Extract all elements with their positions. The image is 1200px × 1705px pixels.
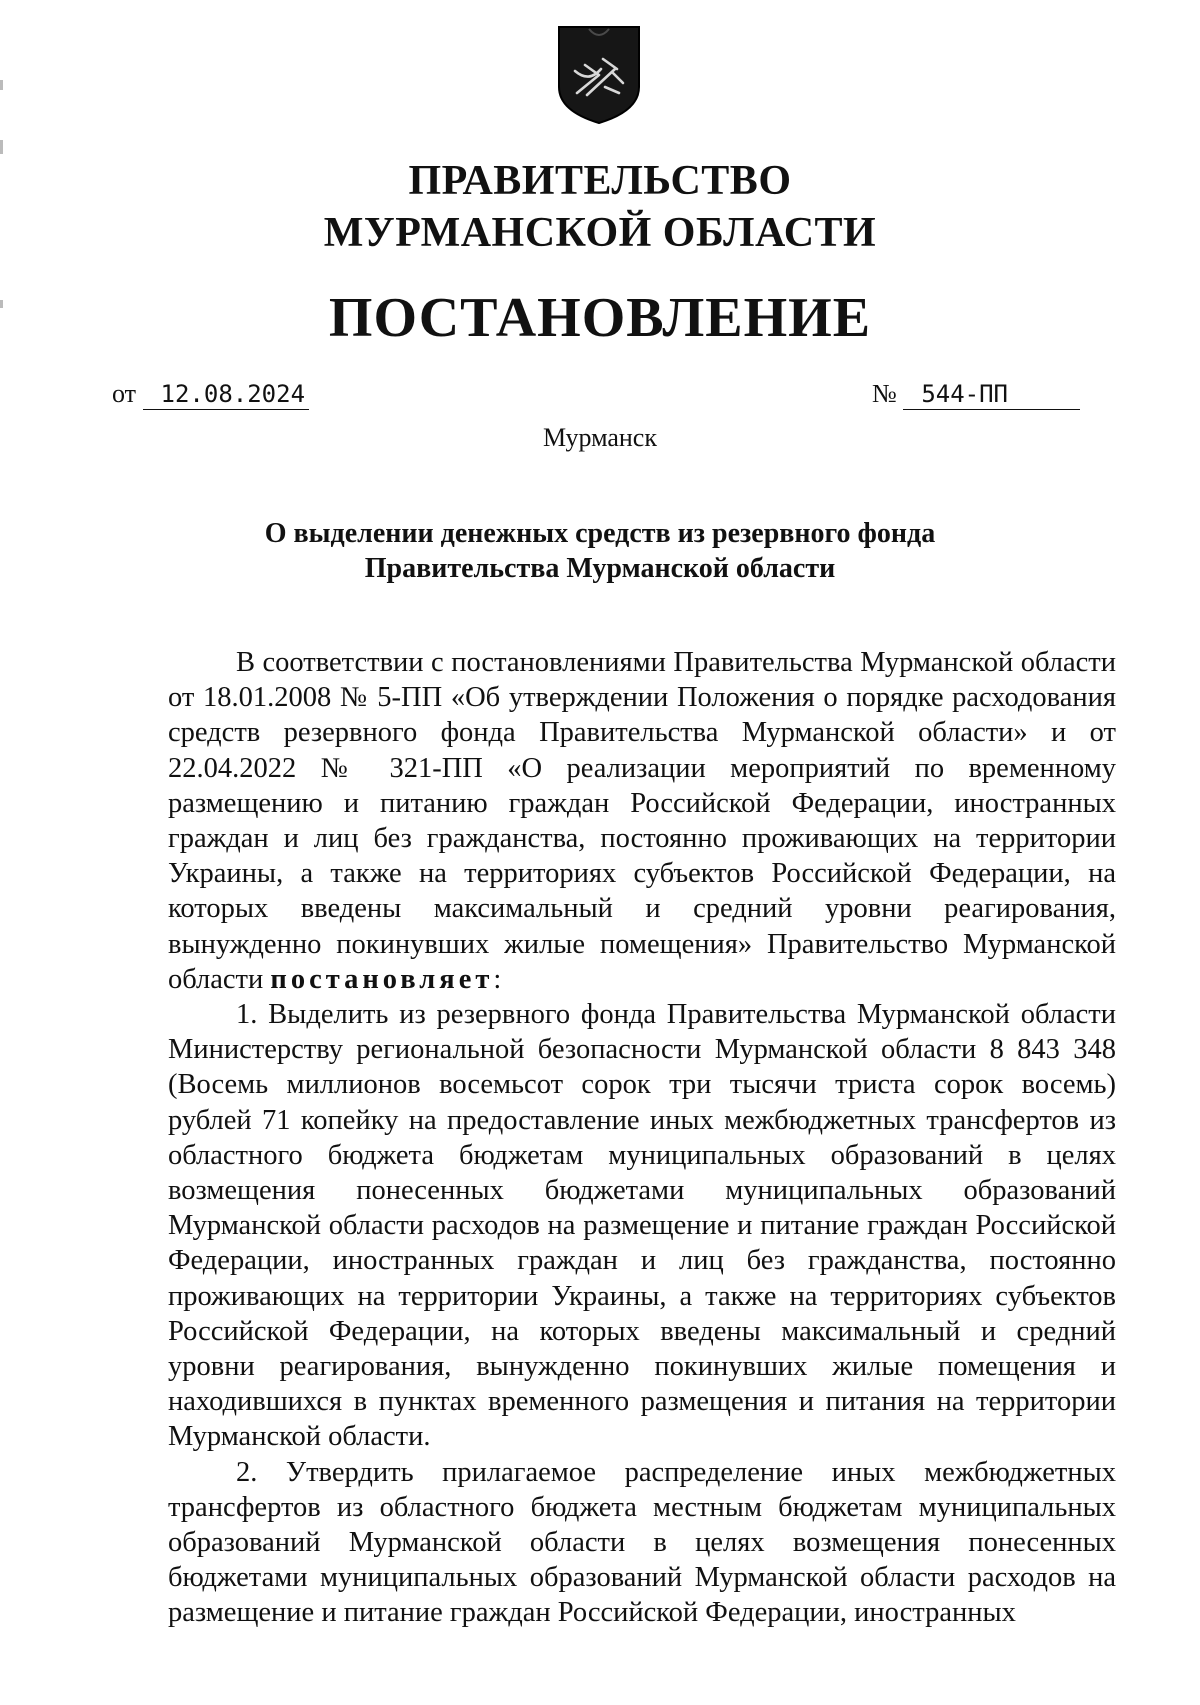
murmansk-coat-of-arms-icon xyxy=(557,25,641,125)
number-line xyxy=(872,378,1080,410)
date-line xyxy=(112,378,309,410)
document-date: 12.08.2024 xyxy=(143,379,310,410)
government-name-line1: ПРАВИТЕЛЬСТВО xyxy=(408,158,792,204)
government-name-line2: МУРМАНСКОЙ ОБЛАСТИ xyxy=(323,210,877,256)
document-body xyxy=(168,645,1116,1631)
date-prefix: от xyxy=(112,379,137,408)
item-1-paragraph: 1. Выделить из резервного фонда Правительства Мурманской области Министерству региональной безопасности Мурманской области 8 843 348 (Восемь миллионов восемьсот сорок три тысячи триста сорок восемь) рублей 71 копейку на предоставление иных межбюджетных трансфертов из областного бюджета бюджетам муниципальных образований в целях возмещения понесенных бюджетами муниципальных образований Мурманской области расходов на размещение и питание граждан Российской Федерации, иностранных граждан и лиц без гражданства, постоянно проживающих на территории Украины, а также на территориях субъектов Российской Федерации, на которых введены максимальный и средний уровни реагирования, вынужденно покинувших жилые помещения и находившихся в пунктах временного размещения и питания на территории Мурманской области. xyxy=(168,999,1116,1453)
city-name: Мурманск xyxy=(543,423,657,452)
item-2-paragraph: 2. Утвердить прилагаемое распределение иных межбюджетных трансфертов из областного бюджета местным бюджетам муниципальных образований Мурманской области в целях возмещения понесенных бюджетами муниципальных образований Мурманской области расходов на размещение и питание граждан Российской Федерации, иностранных xyxy=(168,1456,1116,1629)
subject-line1: О выделении денежных средств из резервного фонда xyxy=(264,518,936,549)
subject-line2: Правительства Мурманской области xyxy=(364,553,836,584)
document-type-title: ПОСТАНОВЛЕНИЕ xyxy=(328,287,872,349)
decree-word: постановляет xyxy=(270,963,494,995)
preamble-text: В соответствии с постановлениями Правительства Мурманской области от 18.01.2008 № 5-ПП «Об утверждении Положения о порядке расходования средств резервного фонда Правительства Мурманской области» и от 22.04.2022 № 321-ПП «О реализации мероприятий по временному размещению и питанию граждан Российской Федерации, иностранных граждан и лиц без гражданства, постоянно проживающих на территории Украины, а также на территориях субъектов Российской Федерации, на которых введены максимальный и средний уровни реагирования, вынужденно покинувших жилые помещения» Правительство Мурманской области xyxy=(168,647,1116,995)
number-prefix: № xyxy=(872,379,897,408)
decree-colon: : xyxy=(493,963,502,995)
scan-edge-mark xyxy=(0,80,3,90)
preamble-paragraph xyxy=(168,645,1116,997)
scan-edge-mark xyxy=(0,140,3,154)
document-subject xyxy=(0,516,1200,586)
government-name xyxy=(0,155,1200,259)
document-number: 544-ПП xyxy=(903,379,1080,410)
